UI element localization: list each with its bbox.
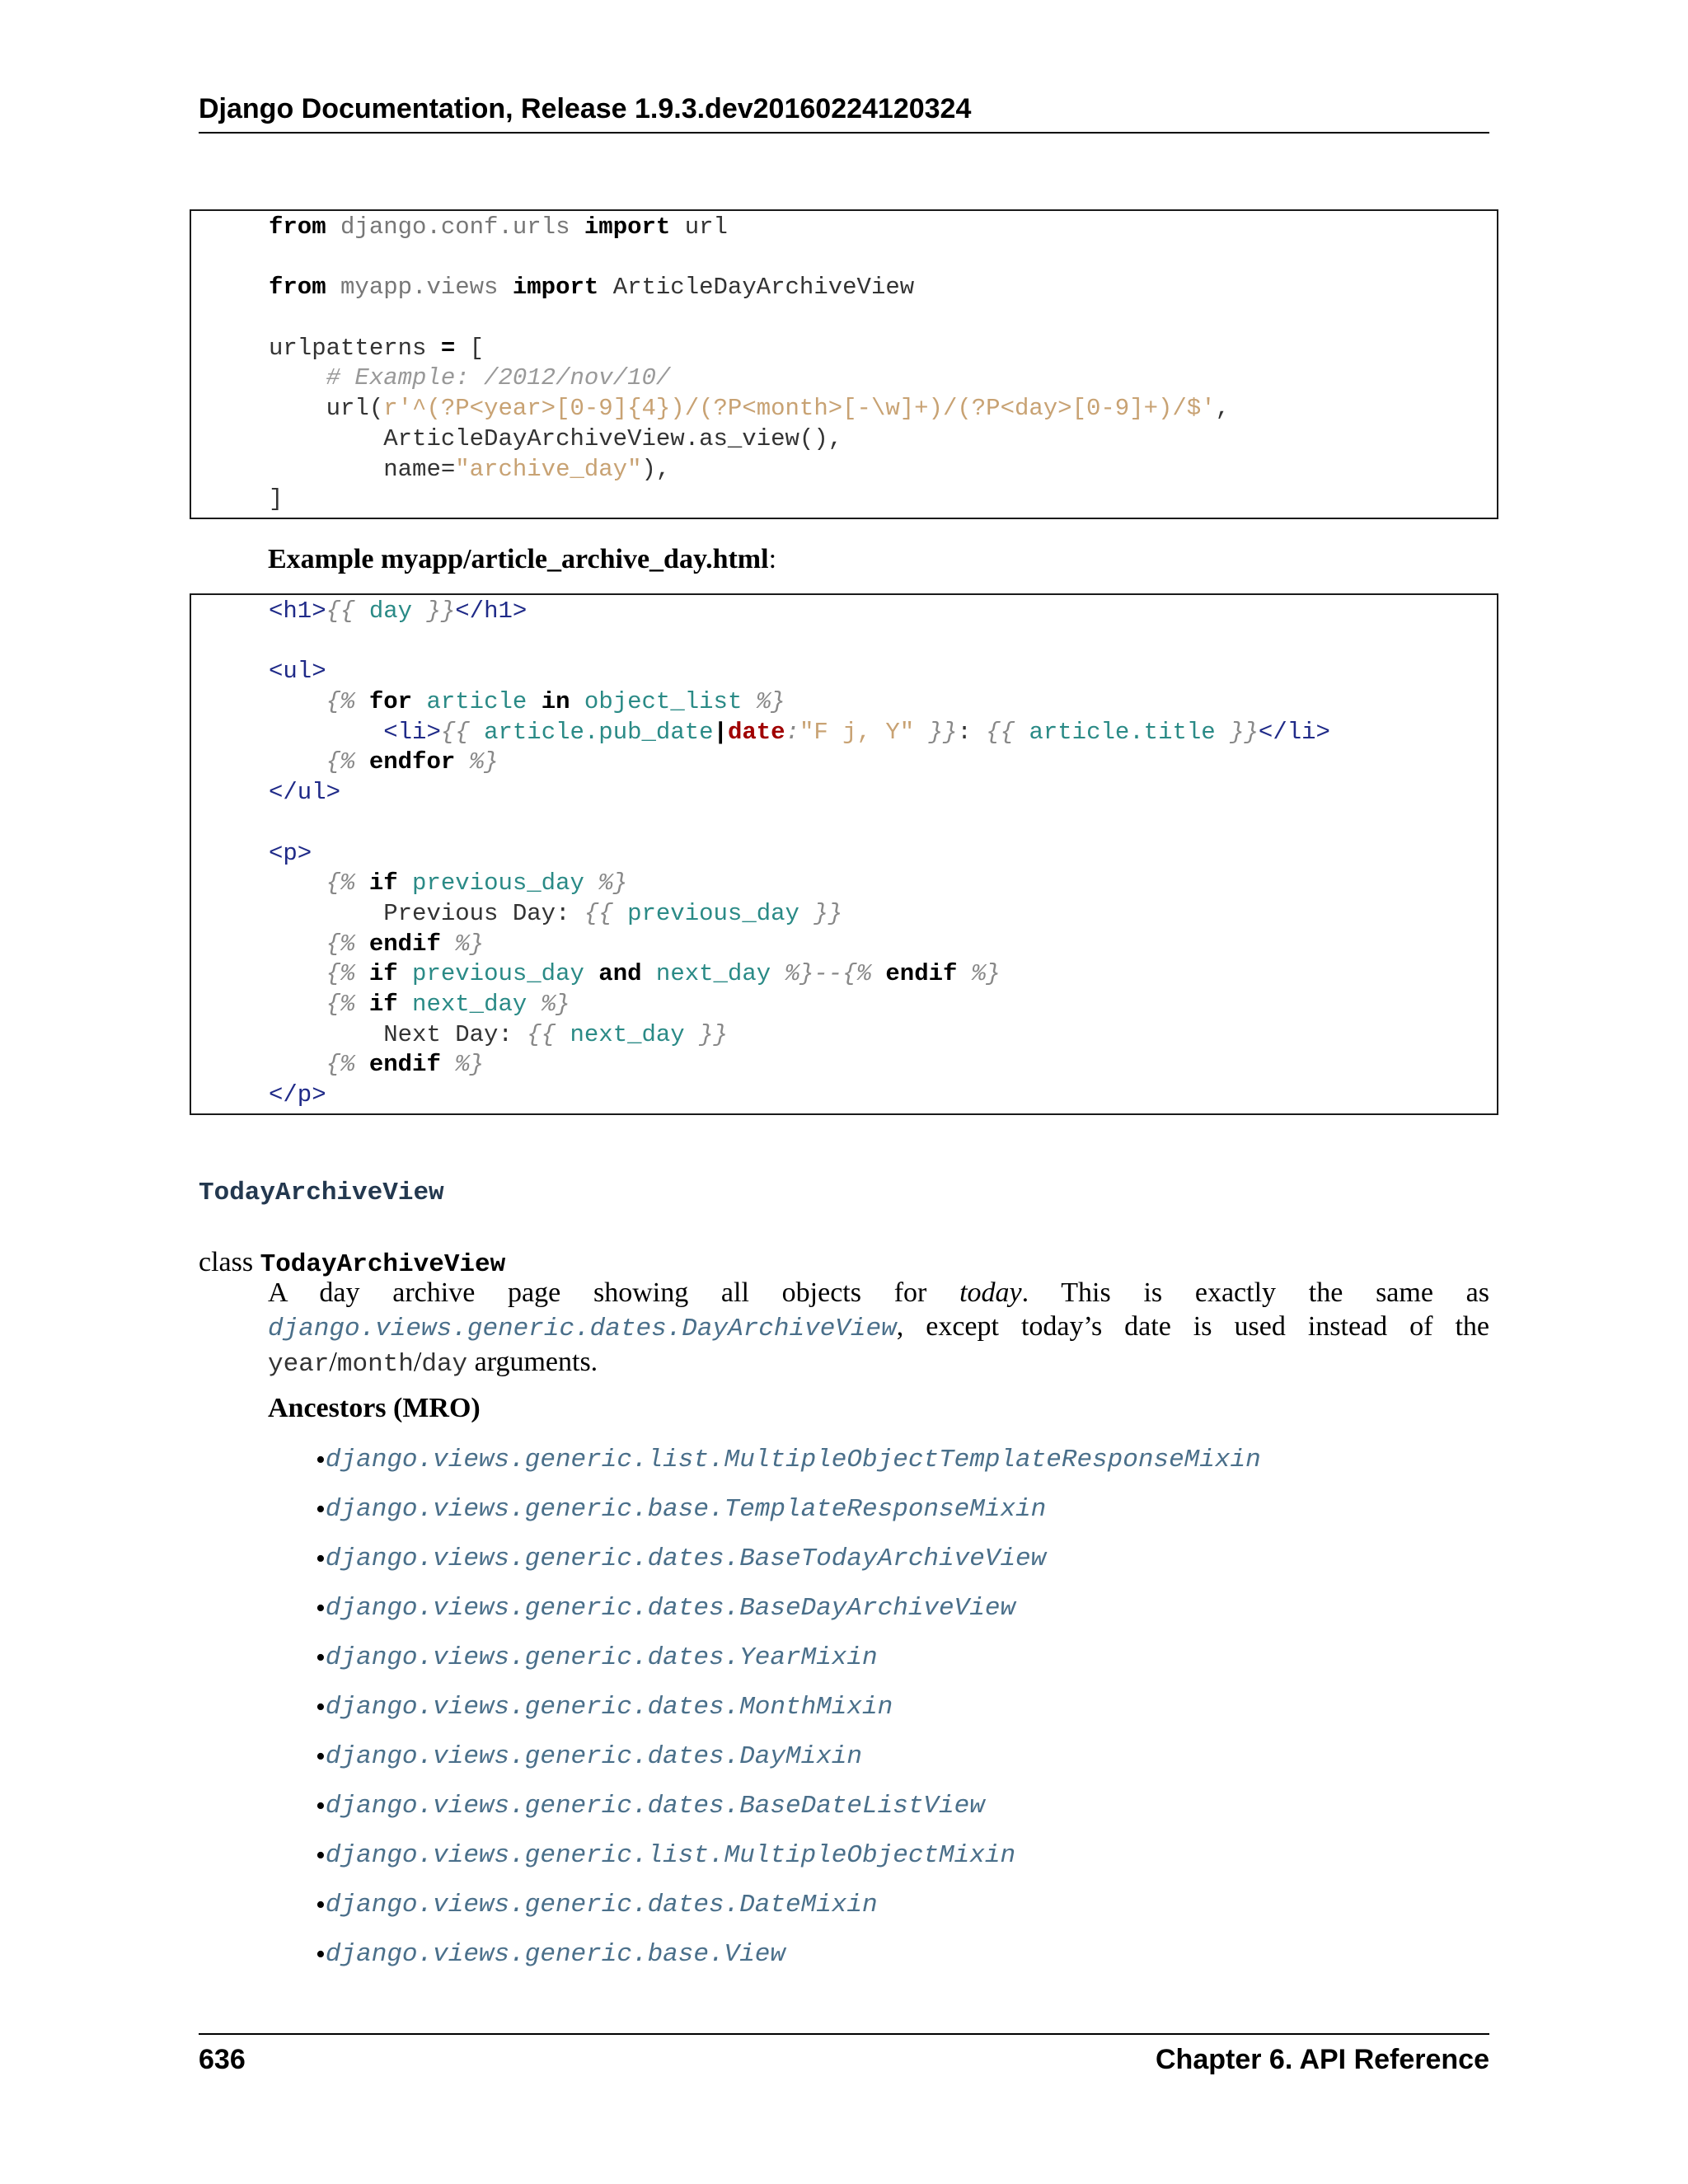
mro-link[interactable]: django.views.generic.list.MultipleObjectTemplateResponseMixin: [325, 1446, 1261, 1474]
code-variable: previous_day: [397, 869, 599, 898]
mro-item: [316, 1691, 1261, 1741]
code-tag: </p>: [269, 1081, 326, 1108]
arg-month: month: [336, 1350, 414, 1379]
mro-link[interactable]: django.views.generic.dates.DateMixin: [325, 1891, 878, 1919]
code-line: [269, 687, 1497, 718]
mro-link[interactable]: django.views.generic.dates.BaseDateListView: [325, 1792, 985, 1821]
code-template-delim: {{: [527, 1020, 570, 1048]
code-line: [269, 778, 1497, 808]
code-tag: </h1>: [455, 598, 528, 625]
code-keyword: endif: [885, 960, 958, 988]
code-line-blank: [269, 303, 1497, 334]
code-string: "F j, Y": [799, 718, 915, 746]
code-variable: next_day: [641, 960, 785, 988]
code-operator: |: [713, 718, 728, 746]
code-template-delim: {%: [326, 960, 369, 988]
code-template-delim: %}: [455, 748, 499, 776]
arg-separator: /: [413, 1347, 422, 1377]
code-variable: article: [412, 688, 542, 716]
code-line: [269, 930, 1497, 960]
mro-item: [316, 1840, 1261, 1889]
code-template-delim: %}: [541, 990, 570, 1018]
mro-item: [316, 1493, 1261, 1543]
code-keyword: import: [584, 213, 671, 241]
code-template-delim: }}: [412, 598, 456, 625]
code-keyword: endif: [368, 930, 441, 958]
code-line: [269, 485, 1497, 515]
arg-day: day: [421, 1350, 468, 1379]
code-template-delim: {%: [326, 990, 369, 1018]
code-line: [269, 748, 1497, 778]
code-tag: </ul>: [269, 779, 341, 807]
code-punct: ,: [1215, 395, 1231, 423]
code-tag: <li>: [383, 718, 441, 746]
code-template-delim: %}: [785, 960, 814, 988]
code-string: r'^(?P<year>[0-9]{4})/(?P<month>[-\w]+)/(?P<day>[0-9]+)/$': [383, 395, 1216, 423]
code-line: [269, 869, 1497, 899]
code-variable: article.pub_date: [484, 718, 714, 746]
mro-item: [316, 1741, 1261, 1790]
bullet-icon: •: [316, 1643, 326, 1673]
code-variable: object_list: [570, 688, 757, 716]
bullet-icon: •: [316, 1494, 326, 1525]
code-template-delim: {{: [584, 899, 628, 927]
arg-year: year: [268, 1350, 330, 1379]
code-line: [269, 899, 1497, 930]
code-variable: day: [368, 598, 413, 625]
code-module: django.conf.urls: [326, 213, 584, 241]
mro-list: [316, 1444, 1261, 1988]
code-name: url(: [326, 395, 384, 423]
mro-item: [316, 1790, 1261, 1840]
mro-link[interactable]: django.views.generic.dates.BaseTodayArchiveView: [325, 1544, 1047, 1573]
mro-link[interactable]: django.views.generic.dates.BaseDayArchiveView: [325, 1594, 1016, 1623]
running-title: Django Documentation, Release 1.9.3.dev20160224120324: [199, 93, 972, 124]
code-punct: ]: [269, 485, 284, 513]
mro-item: [316, 1543, 1261, 1592]
section-title[interactable]: TodayArchiveView: [199, 1179, 444, 1207]
code-line-blank: [269, 808, 1497, 839]
code-comment: # Example: /2012/nov/10/: [326, 364, 671, 392]
example-caption: [268, 542, 776, 577]
description-text: , except today’s date is used instead of the: [896, 1310, 1489, 1342]
code-line: [269, 839, 1497, 869]
code-line: [269, 334, 1497, 364]
bullet-icon: •: [316, 1544, 326, 1574]
page-number: 636: [199, 2044, 246, 2075]
mro-item: [316, 1889, 1261, 1938]
code-text: Previous Day:: [383, 899, 584, 927]
code-line-blank: [269, 243, 1497, 274]
code-template-delim: %}: [440, 1051, 485, 1079]
mro-link[interactable]: django.views.generic.dates.YearMixin: [325, 1643, 878, 1672]
code-keyword: in: [541, 688, 570, 716]
mro-link[interactable]: django.views.generic.base.View: [325, 1940, 785, 1969]
code-text: --: [814, 960, 843, 988]
code-line: [269, 990, 1497, 1020]
code-keyword: if: [368, 869, 398, 898]
bullet-icon: •: [316, 1890, 326, 1920]
code-line: [269, 1050, 1497, 1080]
class-description: [268, 1277, 1489, 1382]
code-line: [269, 455, 1497, 485]
mro-link[interactable]: django.views.generic.list.MultipleObjectMixin: [325, 1841, 1016, 1870]
code-keyword: for: [368, 688, 413, 716]
class-keyword: class: [199, 1247, 260, 1277]
code-module: myapp.views: [326, 274, 513, 302]
code-line-blank: [269, 627, 1497, 658]
code-keyword: endif: [368, 1051, 441, 1079]
code-keyword: import: [512, 274, 599, 302]
code-operator: =: [440, 334, 456, 362]
code-line: [269, 394, 1497, 424]
code-template-delim: {%: [326, 930, 369, 958]
page-header: [199, 92, 1489, 134]
code-variable: article.title: [1029, 718, 1216, 746]
bullet-icon: •: [316, 1445, 326, 1475]
code-template-delim: %}: [957, 960, 1001, 988]
code-line: [269, 1080, 1497, 1111]
code-template-delim: {%: [326, 1051, 369, 1079]
mro-item: [316, 1444, 1261, 1493]
code-keyword: endfor: [368, 748, 456, 776]
code-template-delim: {{: [326, 598, 369, 625]
bullet-icon: •: [316, 1593, 326, 1624]
code-name: urlpatterns: [269, 334, 441, 362]
code-line: [269, 213, 1497, 243]
code-variable: previous_day: [627, 899, 799, 927]
mro-link[interactable]: django.views.generic.dates.MonthMixin: [325, 1693, 893, 1722]
code-template-delim: }}: [684, 1020, 728, 1048]
bullet-icon: •: [316, 1741, 326, 1772]
code-string: "archive_day": [455, 455, 642, 483]
code-line: [269, 959, 1497, 990]
code-tag: <p>: [269, 839, 312, 867]
code-block-urls: [190, 209, 1498, 519]
example-caption-text: Example myapp/article_archive_day.html: [268, 544, 769, 574]
description-text: arguments.: [467, 1347, 598, 1377]
example-caption-colon: :: [768, 544, 777, 574]
description-line: [268, 1277, 1489, 1310]
code-line: [269, 363, 1497, 394]
code-variable: next_day: [397, 990, 542, 1018]
code-variable: previous_day: [397, 960, 599, 988]
code-template-delim: {%: [326, 748, 369, 776]
code-line: [269, 597, 1497, 627]
mro-link[interactable]: django.views.generic.dates.DayMixin: [325, 1742, 863, 1771]
code-keyword: if: [368, 960, 398, 988]
code-template-delim: {%: [326, 869, 369, 898]
code-name: ArticleDayArchiveView: [598, 274, 915, 302]
arg-separator: /: [329, 1347, 337, 1377]
code-template-delim: %}: [598, 869, 628, 898]
description-line: [268, 1310, 1489, 1347]
description-emphasis: today: [959, 1277, 1022, 1308]
code-keyword: if: [368, 990, 398, 1018]
code-name: url: [670, 213, 728, 241]
code-tag: <h1>: [269, 598, 326, 625]
code-line: [269, 1020, 1497, 1051]
mro-item: [316, 1642, 1261, 1691]
code-keyword: and: [598, 960, 642, 988]
code-template-delim: %}: [756, 688, 785, 716]
code-template-delim: {%: [842, 960, 886, 988]
ancestors-heading: Ancestors (MRO): [268, 1393, 481, 1423]
code-line: [269, 657, 1497, 687]
day-archive-view-link[interactable]: django.views.generic.dates.DayArchiveView: [268, 1314, 897, 1343]
mro-item: [316, 1592, 1261, 1642]
code-template-delim: }}: [914, 718, 958, 746]
code-name: name=: [383, 455, 456, 483]
code-line: [269, 424, 1497, 455]
mro-link[interactable]: django.views.generic.base.TemplateResponseMixin: [325, 1495, 1047, 1524]
bullet-icon: •: [316, 1791, 326, 1821]
bullet-icon: •: [316, 1939, 326, 1970]
code-punct: :: [785, 718, 799, 746]
class-name: TodayArchiveView: [260, 1250, 506, 1279]
code-text: :: [957, 718, 987, 746]
bullet-icon: •: [316, 1692, 326, 1722]
code-line: [269, 718, 1497, 748]
description-line: [268, 1346, 1489, 1382]
code-punct: [: [455, 334, 485, 362]
chapter-title: Chapter 6. API Reference: [1156, 2044, 1489, 2075]
code-template-delim: }}: [799, 899, 843, 927]
code-variable: next_day: [570, 1020, 685, 1048]
description-text: A day archive page showing all objects for: [268, 1277, 960, 1308]
code-name: ArticleDayArchiveView.as_view(),: [383, 424, 843, 452]
code-template-delim: %}: [440, 930, 485, 958]
mro-item: [316, 1938, 1261, 1988]
code-punct: ),: [641, 455, 671, 483]
code-template-delim: {%: [326, 688, 369, 716]
code-line: [269, 273, 1497, 303]
code-tag: <ul>: [269, 658, 326, 686]
description-text: . This is exactly the same as: [1021, 1277, 1489, 1308]
code-template-delim: {{: [440, 718, 485, 746]
code-text: Next Day:: [383, 1020, 528, 1048]
code-tag: </li>: [1258, 718, 1330, 746]
page-footer: [199, 2033, 1489, 2078]
code-keyword: from: [269, 274, 326, 302]
code-block-template: [190, 593, 1498, 1115]
code-keyword: from: [269, 213, 326, 241]
bullet-icon: •: [316, 1840, 326, 1871]
code-template-delim: {{: [986, 718, 1029, 746]
code-filter: date: [727, 718, 785, 746]
code-template-delim: }}: [1215, 718, 1259, 746]
